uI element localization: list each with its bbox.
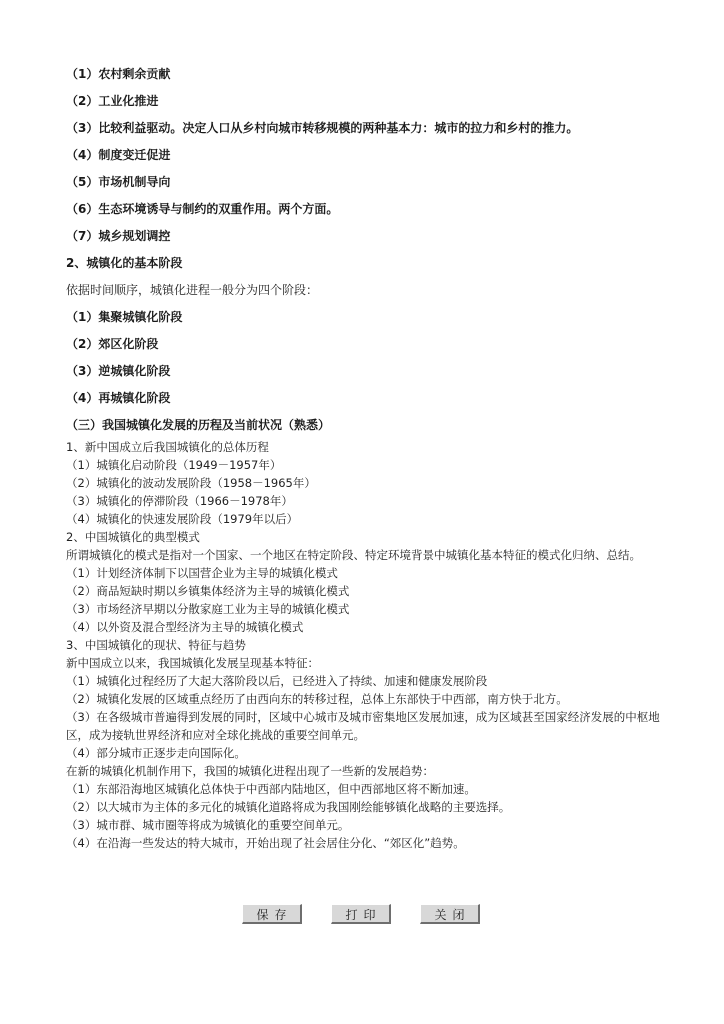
document-body — [66, 66, 666, 852]
trend-intro: 在新的城镇化机制作用下，我国的城镇化进程出现了一些新的发展趋势： — [66, 764, 434, 778]
stage-item-4: （4）再城镇化阶段 — [66, 391, 171, 405]
driver-item-2: （2）工业化推进 — [66, 94, 159, 108]
driver-item-7: （7）城乡规划调控 — [66, 229, 171, 243]
modes-heading: 2、中国城镇化的典型模式 — [66, 530, 200, 544]
status-item-1: （1）城镇化过程经历了大起大落阶段以后，已经进入了持续、加速和健康发展阶段 — [66, 674, 488, 688]
trend-item-2: （2）以大城市为主体的多元化的城镇化道路将成为我国刚绘能够镇化战略的主要选择。 — [66, 800, 511, 814]
mode-item-1: （1）计划经济体制下以国营企业为主导的城镇化模式 — [66, 566, 338, 580]
driver-item-3: （3）比较利益驱动。决定人口从乡村向城市转移规模的两种基本力：城市的拉力和乡村的推力。 — [66, 121, 579, 135]
history-heading: 1、新中国成立后我国城镇化的总体历程 — [66, 440, 269, 454]
mode-item-4: （4）以外资及混合型经济为主导的城镇化模式 — [66, 620, 304, 634]
driver-item-1: （1）农村剩余贡献 — [66, 67, 171, 81]
status-item-3: （3）在各级城市普遍得到发展的同时，区域中心城市及城市密集地区发展加速，成为区域甚至国家经济发展的中枢地区，成为接轨世界经济和应对全球化挑战的重要空间单元。 — [66, 710, 660, 742]
print-button[interactable]: 打印 — [331, 904, 391, 924]
driver-item-4: （4）制度变迁促进 — [66, 148, 171, 162]
history-item-3: （3）城镇化的停滞阶段（1966－1978年） — [66, 494, 293, 508]
status-intro: 新中国成立以来，我国城镇化发展呈现基本特征： — [66, 656, 319, 670]
china-section-heading: （三）我国城镇化发展的历程及当前状况（熟悉） — [66, 418, 331, 432]
close-button[interactable]: 关闭 — [420, 904, 480, 924]
trend-item-1: （1）东部沿海地区城镇化总体快于中西部内陆地区，但中西部地区将不断加速。 — [66, 782, 476, 796]
stage-item-3: （3）逆城镇化阶段 — [66, 364, 171, 378]
modes-intro: 所谓城镇化的模式是指对一个国家、一个地区在特定阶段、特定环境背景中城镇化基本特征的模式化归纳、总结。 — [66, 548, 641, 562]
save-button[interactable]: 保存 — [242, 904, 302, 924]
stage-item-2: （2）郊区化阶段 — [66, 337, 159, 351]
stages-intro: 依据时间顺序，城镇化进程一般分为四个阶段： — [66, 283, 319, 297]
trend-item-3: （3）城市群、城市圈等将成为城镇化的重要空间单元。 — [66, 818, 350, 832]
history-item-1: （1）城镇化启动阶段（1949－1957年） — [66, 458, 282, 472]
action-button-bar — [0, 904, 724, 926]
mode-item-2: （2）商品短缺时期以乡镇集体经济为主导的城镇化模式 — [66, 584, 350, 598]
mode-item-3: （3）市场经济早期以分散家庭工业为主导的城镇化模式 — [66, 602, 350, 616]
stages-heading: 2、城镇化的基本阶段 — [66, 256, 183, 270]
status-heading: 3、中国城镇化的现状、特征与趋势 — [66, 638, 246, 652]
driver-item-6: （6）生态环境诱导与制约的双重作用。两个方面。 — [66, 202, 339, 216]
history-item-4: （4）城镇化的快速发展阶段（1979年以后） — [66, 512, 299, 526]
status-item-4: （4）部分城市正逐步走向国际化。 — [66, 746, 246, 760]
status-item-2: （2）城镇化发展的区域重点经历了由西向东的转移过程，总体上东部快于中西部，南方快于北方。 — [66, 692, 568, 706]
history-item-2: （2）城镇化的波动发展阶段（1958－1965年） — [66, 476, 316, 490]
driver-item-5: （5）市场机制导向 — [66, 175, 171, 189]
stage-item-1: （1）集聚城镇化阶段 — [66, 310, 183, 324]
trend-item-4: （4）在沿海一些发达的特大城市，开始出现了社会居住分化、“郊区化”趋势。 — [66, 836, 465, 850]
